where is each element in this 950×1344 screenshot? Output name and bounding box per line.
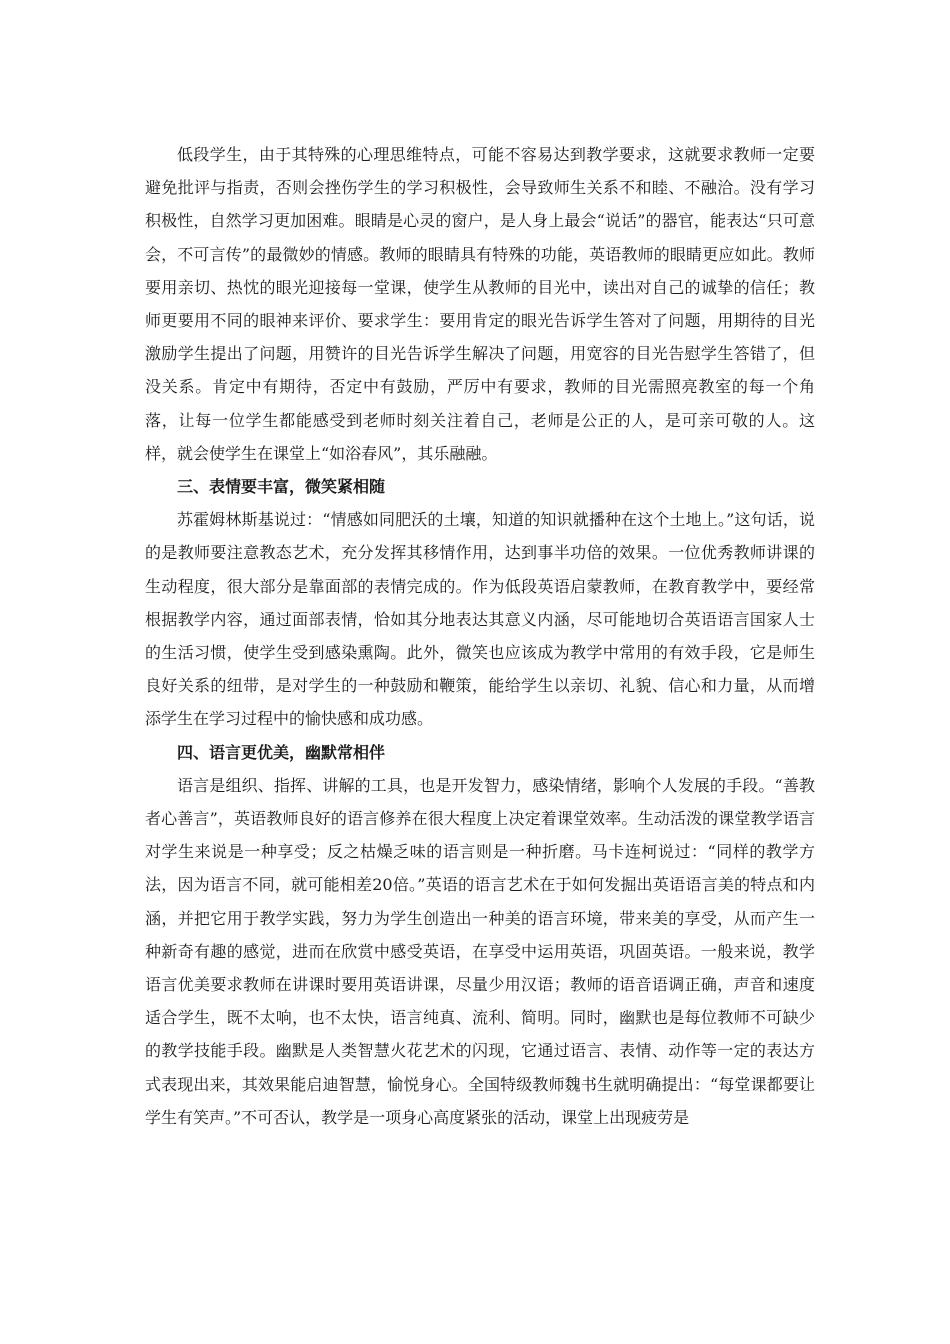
paragraph-eye-contact: 低段学生，由于其特殊的心理思维特点，可能不容易达到教学要求，这就要求教师一定要避免批评与指责，否则会挫伤学生的学习积极性，会导致师生关系不和睦、不融洽。没有学习积极性，自然学习更加困难。眼睛是心灵的窗户，是人身上最会“说话”的器官，能表达“只可意会，不可言传”的最微妙的情感。教师的眼睛具有特殊的功能，英语教师的眼睛更应如此。教师要用亲切、热忱的眼光迎接每一堂课，使学生从教师的目光中，读出对自己的诚挚的信任；教师更要用不同的眼神来评价、要求学生：要用肯定的眼光告诉学生答对了问题，用期待的目光激励学生提出了问题，用赞许的目光告诉学生解决了问题，用宽容的目光告慰学生答错了，但没关系。肯定中有期待，否定中有鼓励，严厉中有要求，教师的目光需照亮教室的每一个角落，让每一位学生都能感受到老师时刻关注着自己，老师是公正的人，是可亲可敬的人。这样，就会使学生在课堂上“如浴春风”，其乐融融。 [145,145,815,463]
section-heading-language: 四、语言更优美，幽默常相伴 [177,742,386,762]
paragraph-language: 语言是组织、指挥、讲解的工具，也是开发智力，感染情绪，影响个人发展的手段。“善教者心善言”，英语教师良好的语言修养在很大程度上决定着课堂效率。生动活泼的课堂教学语言对学生来说是一种享受；反之枯燥乏味的语言则是一种折磨。马卡连柯说过：“同样的教学方法，因为语言不同，就可能相差20倍。”英语的语言艺术在于如何发掘出英语语言美的特点和内涵，并把它用于教学实践，努力为学生创造出一种美的语言环境，带来美的享受，从而产生一种新奇有趣的感觉，进而在欣赏中感受英语，在享受中运用英语，巩固英语。一般来说，教学语言优美要求教师在讲课时要用英语讲课，尽量少用汉语；教师的语音语调正确，声音和速度适合学生，既不太响，也不太快，语言纯真、流利、简明。同时，幽默也是每位教师不可缺少的教学技能手段。幽默是人类智慧火花艺术的闪现，它通过语言、表情、动作等一定的表达方式表现出来，其效果能启迪智慧，愉悦身心。全国特级教师魏书生就明确提出：“每堂课都要让学生有笑声。”不可否认，教学是一项身心高度紧张的活动，课堂上出现疲劳是 [145,775,815,1127]
document-page [145,138,815,1134]
paragraph-expression: 苏霍姆林斯基说过：“情感如同肥沃的土壤，知道的知识就播种在这个土地上。”这句话，说的是教师要注意教态艺术，充分发挥其移情作用，达到事半功倍的效果。一位优秀教师讲课的生动程度，很大部分是靠面部的表情完成的。作为低段英语启蒙教师，在教育教学中，要经常根据教学内容，通过面部表情，恰如其分地表达其意义内涵，尽可能地切合英语语言国家人士的生活习惯，使学生受到感染熏陶。此外，微笑也应该成为教学中常用的有效手段，它是师生良好关系的纽带，是对学生的一种鼓励和鞭策，能给学生以亲切、礼貌、信心和力量，从而增添学生在学习过程中的愉快感和成功感。 [145,510,815,729]
section-heading-expression: 三、表情要丰富，微笑紧相随 [177,477,386,497]
